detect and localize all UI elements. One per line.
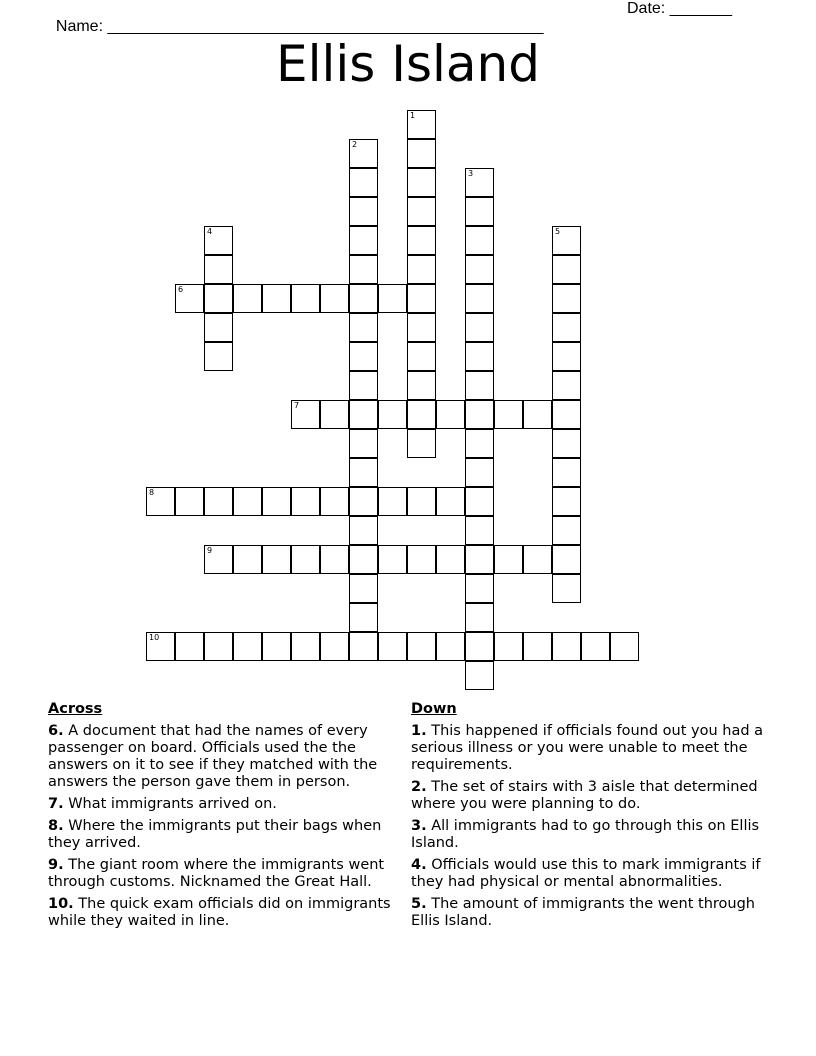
grid-cell[interactable] (204, 342, 233, 371)
clue-text: The set of stairs with 3 aisle that determined where you were planning to do. (411, 779, 758, 812)
clue-down-3 (411, 818, 771, 852)
grid-cell[interactable] (552, 429, 581, 458)
grid-cell[interactable] (407, 284, 436, 313)
grid-cell[interactable] (291, 284, 320, 313)
grid-cell[interactable] (262, 632, 291, 661)
grid-cell[interactable] (262, 545, 291, 574)
grid-cell[interactable] (407, 632, 436, 661)
grid-cell[interactable] (233, 545, 262, 574)
grid-cell[interactable] (407, 342, 436, 371)
clue-text: Officials would use this to mark immigrants if they had physical or mental abnormalities. (411, 857, 761, 890)
grid-cell[interactable] (378, 284, 407, 313)
clue-number-label: 9 (207, 546, 213, 555)
grid-cell[interactable] (436, 487, 465, 516)
grid-cell[interactable] (349, 574, 378, 603)
clue-number: 2. (411, 779, 427, 795)
grid-cell[interactable] (204, 545, 233, 574)
grid-cell[interactable] (204, 255, 233, 284)
grid-cell[interactable] (233, 487, 262, 516)
grid-cell[interactable] (320, 632, 349, 661)
grid-cell[interactable] (465, 168, 494, 197)
grid-cell[interactable] (349, 458, 378, 487)
grid-cell[interactable] (465, 197, 494, 226)
grid-cell[interactable] (291, 400, 320, 429)
clue-number-label: 2 (352, 140, 358, 149)
clue-text: This happened if officials found out you had a serious illness or you were unable to meet the requirements. (411, 723, 764, 773)
grid-cell[interactable] (204, 487, 233, 516)
grid-cell[interactable] (349, 371, 378, 400)
grid-cell[interactable] (349, 400, 378, 429)
grid-cell[interactable] (465, 226, 494, 255)
clue-text: A document that had the names of every passenger on board. Officials used the the answers on it to see if they matched with the answers the person gave them in person. (48, 723, 378, 790)
clue-number-label: 8 (149, 488, 155, 497)
clue-across-10 (48, 896, 408, 930)
clue-across-9 (48, 857, 408, 891)
date-field[interactable]: Date: _______ (627, 0, 732, 17)
clue-text: The giant room where the immigrants went through customs. Nicknamed the Great Hall. (48, 857, 385, 890)
grid-cell[interactable] (436, 632, 465, 661)
grid-cell[interactable] (204, 632, 233, 661)
grid-cell[interactable] (349, 168, 378, 197)
grid-cell[interactable] (552, 371, 581, 400)
grid-cell[interactable] (552, 574, 581, 603)
grid-cell[interactable] (407, 139, 436, 168)
across-clues (48, 701, 408, 935)
clue-text: All immigrants had to go through this on Ellis Island. (411, 818, 760, 851)
grid-cell[interactable] (407, 168, 436, 197)
grid-cell[interactable] (378, 632, 407, 661)
clue-number-label: 10 (149, 633, 160, 642)
grid-cell[interactable] (465, 400, 494, 429)
grid-cell[interactable] (320, 400, 349, 429)
grid-cell[interactable] (407, 226, 436, 255)
grid-cell[interactable] (407, 400, 436, 429)
clue-text: The quick exam officials did on immigrants while they waited in line. (48, 896, 391, 929)
grid-cell[interactable] (175, 632, 204, 661)
grid-cell[interactable] (407, 487, 436, 516)
grid-cell[interactable] (465, 313, 494, 342)
grid-cell[interactable] (407, 197, 436, 226)
grid-cell[interactable] (349, 139, 378, 168)
grid-cell[interactable] (349, 429, 378, 458)
grid-cell[interactable] (378, 545, 407, 574)
grid-cell[interactable] (523, 632, 552, 661)
grid-cell[interactable] (320, 487, 349, 516)
grid-cell[interactable] (407, 545, 436, 574)
grid-cell[interactable] (349, 487, 378, 516)
grid-cell[interactable] (291, 487, 320, 516)
clue-number-label: 7 (294, 401, 300, 410)
grid-cell[interactable] (581, 632, 610, 661)
clue-across-6 (48, 723, 408, 791)
grid-cell[interactable] (494, 400, 523, 429)
grid-cell[interactable] (407, 371, 436, 400)
grid-cell[interactable] (465, 632, 494, 661)
clue-across-7 (48, 796, 408, 813)
grid-cell[interactable] (175, 284, 204, 313)
grid-cell[interactable] (523, 545, 552, 574)
clue-across-8 (48, 818, 408, 852)
grid-cell[interactable] (465, 516, 494, 545)
grid-cell[interactable] (349, 545, 378, 574)
grid-cell[interactable] (262, 487, 291, 516)
grid-cell[interactable] (349, 603, 378, 632)
grid-cell[interactable] (378, 487, 407, 516)
clue-number: 6. (48, 723, 64, 739)
grid-cell[interactable] (349, 284, 378, 313)
grid-cell[interactable] (552, 284, 581, 313)
grid-cell[interactable] (465, 545, 494, 574)
grid-cell[interactable] (233, 284, 262, 313)
grid-cell[interactable] (146, 487, 175, 516)
down-clues (411, 701, 771, 935)
grid-cell[interactable] (465, 458, 494, 487)
grid-cell[interactable] (204, 313, 233, 342)
grid-cell[interactable] (204, 284, 233, 313)
grid-cell[interactable] (494, 632, 523, 661)
clue-number: 10. (48, 896, 74, 912)
grid-cell[interactable] (349, 342, 378, 371)
grid-cell[interactable] (465, 603, 494, 632)
clue-text: What immigrants arrived on. (68, 796, 277, 812)
grid-cell[interactable] (349, 226, 378, 255)
grid-cell[interactable] (465, 574, 494, 603)
clue-down-2 (411, 779, 771, 813)
grid-cell[interactable] (320, 284, 349, 313)
grid-cell[interactable] (349, 632, 378, 661)
clue-number: 8. (48, 818, 64, 834)
grid-cell[interactable] (552, 226, 581, 255)
grid-cell[interactable] (378, 400, 407, 429)
grid-cell[interactable] (552, 458, 581, 487)
grid-cell[interactable] (436, 400, 465, 429)
grid-cell[interactable] (233, 632, 262, 661)
grid-cell[interactable] (552, 255, 581, 284)
grid-cell[interactable] (349, 197, 378, 226)
clue-number-label: 1 (410, 111, 416, 120)
clue-text: The amount of immigrants the went through Ellis Island. (411, 896, 755, 929)
clue-number-label: 5 (555, 227, 561, 236)
grid-cell[interactable] (407, 255, 436, 284)
clue-number: 1. (411, 723, 427, 739)
clue-number-label: 4 (207, 227, 213, 236)
grid-cell[interactable] (349, 313, 378, 342)
grid-cell[interactable] (349, 516, 378, 545)
clue-number: 3. (411, 818, 427, 834)
grid-cell[interactable] (262, 284, 291, 313)
grid-cell[interactable] (465, 342, 494, 371)
grid-cell[interactable] (436, 545, 465, 574)
grid-cell[interactable] (465, 429, 494, 458)
clue-text: Where the immigrants put their bags when they arrived. (48, 818, 382, 851)
grid-cell[interactable] (175, 487, 204, 516)
clue-number: 4. (411, 857, 427, 873)
grid-cell[interactable] (552, 313, 581, 342)
grid-cell[interactable] (552, 545, 581, 574)
grid-cell[interactable] (465, 371, 494, 400)
grid-cell[interactable] (146, 632, 175, 661)
name-field[interactable]: Name: _________________________________________________ (55, 18, 544, 35)
down-heading: Down (411, 701, 457, 717)
grid-cell[interactable] (407, 110, 436, 139)
grid-cell[interactable] (494, 545, 523, 574)
grid-cell[interactable] (291, 632, 320, 661)
grid-cell[interactable] (465, 661, 494, 690)
grid-cell[interactable] (204, 226, 233, 255)
grid-cell[interactable] (320, 545, 349, 574)
clue-down-5 (411, 896, 771, 930)
across-heading: Across (48, 701, 103, 717)
grid-cell[interactable] (552, 400, 581, 429)
grid-cell[interactable] (349, 255, 378, 284)
clue-down-1 (411, 723, 771, 774)
grid-cell[interactable] (407, 313, 436, 342)
grid-cell[interactable] (552, 342, 581, 371)
clue-number-label: 6 (178, 285, 184, 294)
grid-cell[interactable] (523, 400, 552, 429)
grid-cell[interactable] (291, 545, 320, 574)
grid-cell[interactable] (552, 632, 581, 661)
grid-cell[interactable] (552, 516, 581, 545)
grid-cell[interactable] (407, 429, 436, 458)
page-title: Ellis Island (276, 35, 540, 93)
grid-cell[interactable] (465, 487, 494, 516)
clue-down-4 (411, 857, 771, 891)
grid-cell[interactable] (552, 487, 581, 516)
clue-number-label: 3 (468, 169, 474, 178)
grid-cell[interactable] (610, 632, 639, 661)
grid-cell[interactable] (465, 284, 494, 313)
grid-cell[interactable] (465, 255, 494, 284)
clue-number: 5. (411, 896, 427, 912)
clue-number: 7. (48, 796, 64, 812)
clue-number: 9. (48, 857, 64, 873)
